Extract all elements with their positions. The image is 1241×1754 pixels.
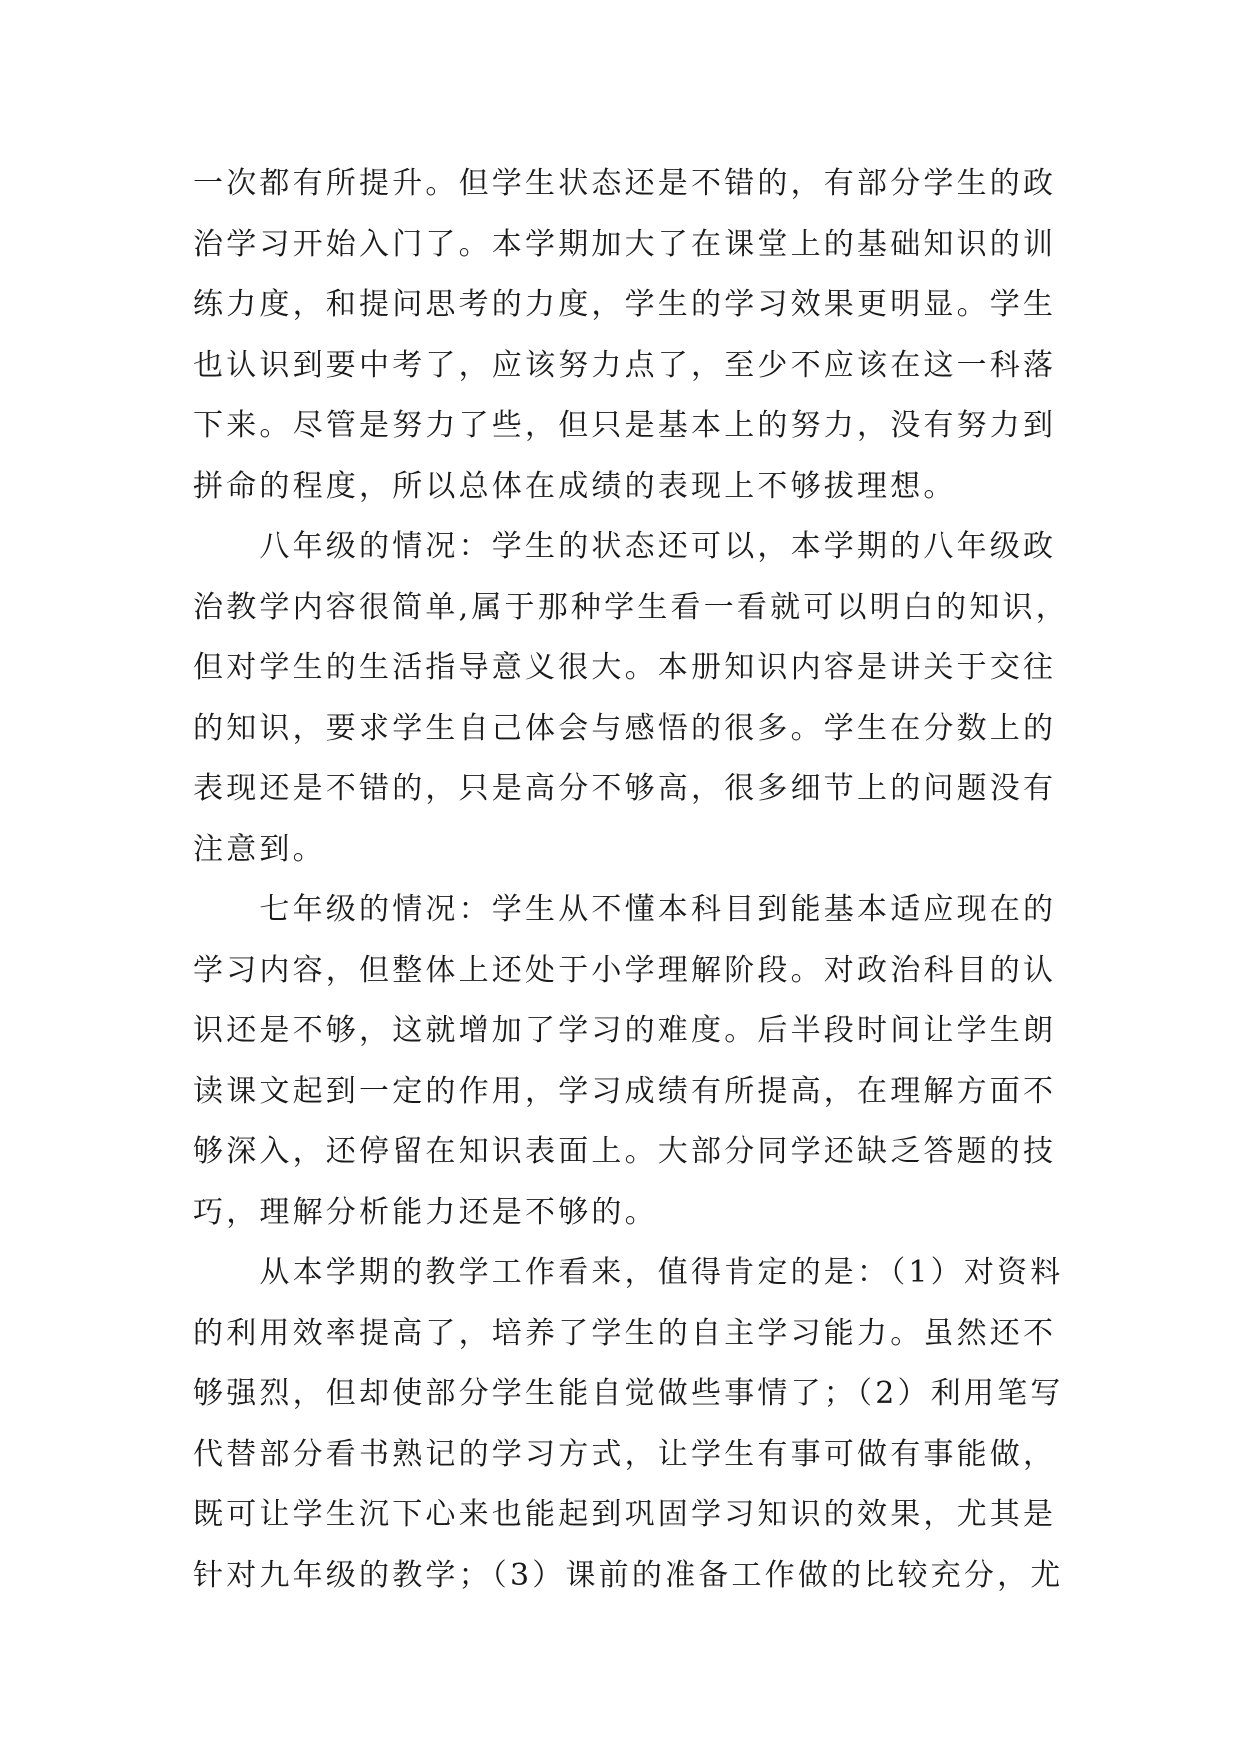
text-line: 的知识，要求学生自己体会与感悟的很多。学生在分数上的 [193, 710, 1057, 746]
body-text [193, 154, 1069, 1606]
text-line: 治教学内容很简单,属于那种学生看一看就可以明白的知识， [193, 589, 1069, 625]
text-line: 练力度，和提问思考的力度，学生的学习效果更明显。学生 [193, 287, 1057, 322]
text-line: 巧，理解分析能力还是不够的。 [193, 1194, 658, 1230]
text-line: 够强烈，但却使部分学生能自觉做些事情了；（2）利用笔写 [193, 1376, 1064, 1411]
text-line: 也认识到要中考了，应该努力点了，至少不应该在这一科落 [193, 347, 1057, 383]
text-line: 八年级的情况：学生的状态还可以，本学期的八年级政 [193, 529, 1057, 564]
text-line: 够深入，还停留在知识表面上。大部分同学还缺乏答题的技 [193, 1134, 1057, 1169]
text-line: 治学习开始入门了。本学期加大了在课堂上的基础知识的训 [193, 226, 1057, 262]
text-line: 七年级的情况：学生从不懂本科目到能基本适应现在的 [193, 892, 1057, 927]
text-line: 拼命的程度，所以总体在成绩的表现上不够拔理想。 [193, 468, 957, 504]
text-line: 针对九年级的教学；（3）课前的准备工作做的比较充分，尤 [193, 1557, 1064, 1593]
text-line: 一次都有所提升。但学生状态还是不错的，有部分学生的政 [193, 166, 1057, 201]
text-line: 既可让学生沉下心来也能起到巩固学习知识的效果，尤其是 [193, 1497, 1057, 1532]
text-line: 识还是不够，这就增加了学习的难度。后半段时间让学生朗 [193, 1013, 1057, 1048]
text-line: 学习内容，但整体上还处于小学理解阶段。对政治科目的认 [193, 952, 1057, 988]
text-line: 读课文起到一定的作用，学习成绩有所提高，在理解方面不 [193, 1073, 1057, 1109]
text-line: 从本学期的教学工作看来，值得肯定的是：（1）对资料 [193, 1255, 1064, 1290]
text-line: 但对学生的生活指导意义很大。本册知识内容是讲关于交往 [193, 650, 1057, 685]
text-line: 表现还是不错的，只是高分不够高，很多细节上的问题没有 [193, 771, 1057, 806]
text-line: 代替部分看书熟记的学习方式，让学生有事可做有事能做， [193, 1436, 1057, 1472]
text-line: 注意到。 [193, 831, 326, 867]
text-line: 的利用效率提高了，培养了学生的自主学习能力。虽然还不 [193, 1315, 1057, 1351]
text-line: 下来。尽管是努力了些，但只是基本上的努力，没有努力到 [193, 408, 1057, 443]
